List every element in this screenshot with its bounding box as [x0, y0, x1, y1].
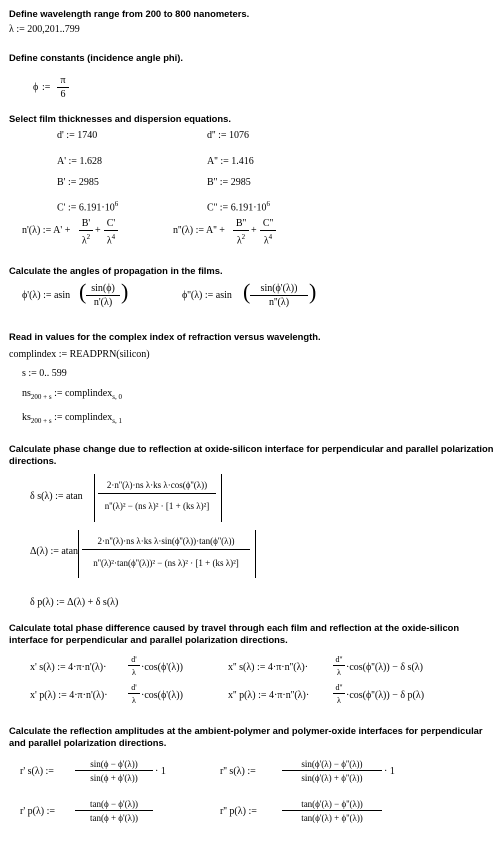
fraction-bar [250, 295, 308, 296]
rs2-rhs: · 1 [384, 766, 395, 777]
heading-angles: Calculate the angles of propagation in the films. [9, 265, 223, 276]
rs1-num: sin(ϕ − ϕ'(λ)) [90, 759, 138, 769]
d2-def: d'' := 1076 [207, 130, 250, 141]
rs2-num: sin(ϕ'(λ) − ϕ''(λ)) [301, 759, 363, 769]
C2-def [207, 198, 270, 214]
n1-C: C' [106, 218, 116, 229]
xp2-num: d'' [335, 683, 343, 692]
xs1-rhs: ·cos(ϕ'(λ)) [141, 662, 183, 673]
exp: 4 [111, 233, 116, 241]
ns-subscript: 200 + s [30, 393, 52, 401]
A2-def: A'' := 1.416 [207, 156, 254, 167]
n1-den-C [104, 231, 118, 247]
n1-den-B [79, 231, 93, 247]
ks-subscript: 200 + s [30, 417, 52, 425]
fraction-bar [333, 693, 345, 694]
angle2-den: n''(λ) [268, 297, 290, 308]
B1-def: B' := 2985 [57, 177, 99, 188]
ks-rhs: := complindex [54, 412, 113, 423]
heading-phase-change: Calculate phase change due to reflection at oxide-silicon interface for perpendicular and parallel polarization directions. [9, 443, 494, 466]
ns-rhs: := complindex [54, 388, 113, 399]
exp: 2 [241, 233, 246, 241]
xp2-den: λ [337, 696, 341, 705]
ks-rsub: s, 1 [112, 417, 122, 425]
angle1-den: n'(λ) [93, 297, 113, 308]
rp1-lhs: r' p(λ) := [20, 806, 56, 817]
fraction-bar [282, 810, 382, 811]
xs2-lhs: x'' s(λ) := 4·π·n''(λ)· [228, 662, 309, 673]
d1-def: d' := 1740 [57, 130, 98, 141]
phi-lhs: ϕ [33, 82, 39, 93]
A1-def: A' := 1.628 [57, 156, 102, 167]
B2-def: B'' := 2985 [207, 177, 251, 188]
heading-amplitudes: Calculate the reflection amplitudes at the ambient-polymer and polymer-oxide interfaces for perpendicular and parallel polarization directions. [9, 725, 483, 748]
rs1-den: sin(ϕ + ϕ'(λ)) [90, 773, 138, 783]
ns-def [22, 388, 122, 403]
C2-exponent: 6 [266, 200, 271, 208]
delta-s-num: 2·n''(λ)·ns λ·ks λ·cos(ϕ''(λ)) [106, 480, 208, 490]
rs2-lhs: r'' s(λ) := [220, 766, 256, 777]
Delta-num: 2·n''(λ)·ns λ·ks λ·sin(ϕ''(λ))·tan(ϕ''(λ)) [97, 536, 235, 546]
xp1-den: λ [132, 696, 136, 705]
exp: 4 [268, 233, 273, 241]
fraction-bar [282, 770, 382, 771]
fraction-bar [82, 549, 250, 550]
worksheet: Define wavelength range from 200 to 800 nanometers. λ := 200,201..799 Define constants (incidence angle phi). ϕ := π 6 Select film thicknesses and dispersion equations. d' := 1740 d'' := 1076 A' := 1.628 A'' := 1.416 B' := 2985 B'' := 2985 C' := $6.191\cdot 10^6$ C'' := $6.191\cdot 10^6$ n'(λ) := A' + B' $\lambda^2$ + C' $\lambda^4$ n''(λ) := A'' + B'' $\lambda^2$ + C'' $\lambda^4$ Calculate the angles of propagation in the films. ϕ'(λ) := asin ( sin(ϕ) n'(λ) ) ϕ''(λ) := asin ( sin(ϕ'(λ)) n''(λ) ) Read in values for the complex index of refraction versus wavelength. complindex := READPRN(silicon) s := 0.. 599 $ns_{200 + s}$ := complindex$_{s, 0}$ $ks_{200 + s}$ := complindex$_{s, 1}$ Calculate phase change due to reflection at oxide-silicon interface for perpendicular and parallel polarization directions. δ s(λ) := atan 2·n''(λ)·ns λ·ks λ·cos(ϕ''(λ)) n''(λ)² − (ns λ)² · [1 + (ks λ)²] Δ(λ) := atan 2·n''(λ)·ns λ·ks λ·sin(ϕ''(λ))·tan(ϕ''(λ)) n''(λ)²·tan(ϕ''(λ))² − (ns λ)² · [1 + (ks λ)²] δ p(λ) := Δ(λ) + δ s(λ) Calculate total phase difference caused by travel through each film and reflection at the oxide-silicon interface for perpendicular and parallel polarization directions. x' s(λ) := 4·π·n'(λ)· d' λ ·cos(ϕ'(λ)) x'' s(λ) := 4·π·n''(λ)· d'' λ ·cos(ϕ''(λ)) − δ s(λ) x' p(λ) := 4·π·n'(λ)· d' λ ·cos(ϕ'(λ)) x'' p(λ) := 4·π·n''(λ)· d'' λ ·cos(ϕ''(λ)) − δ p(λ) Calculate the reflection amplitudes at the ambient-polymer and polymer-oxide interfaces for perpendicular and parallel polarization directions. r' s(λ) := sin(ϕ − ϕ'(λ)) sin(ϕ + ϕ'(λ)) · 1 r'' s(λ) := sin(ϕ'(λ) − ϕ''(λ)) sin(ϕ'(λ) + ϕ''(λ)) · 1 r' p(λ) := tan(ϕ − ϕ'(λ)) tan(ϕ + ϕ'(λ)) r'' p(λ) := tan(ϕ'(λ) − ϕ''(λ)) tan(ϕ'(λ) + ϕ''(λ)) [9, 8, 494, 823]
fraction-bar [57, 87, 69, 88]
angle1-lhs: ϕ'(λ) := asin [22, 290, 71, 301]
wavelength-rhs: 200,201..799 [27, 24, 80, 35]
fraction-bar [98, 493, 216, 494]
Delta-den: n''(λ)²·tan(ϕ''(λ))² − (ns λ)² · [1 + (ks λ)²] [93, 558, 239, 568]
range-s: s := 0.. 599 [22, 368, 67, 379]
ns-rsub: s, 0 [112, 393, 122, 401]
fraction-bar [128, 665, 140, 666]
Delta-lhs: Δ(λ) := atan [30, 546, 79, 557]
exp: 2 [86, 233, 91, 241]
lambda: λ [106, 235, 112, 247]
heading-complex-index: Read in values for the complex index of refraction versus wavelength. [9, 331, 321, 342]
readprn-line: complindex := READPRN(silicon) [9, 349, 150, 360]
heading-phase-difference: Calculate total phase difference caused by travel through each film and reflection at the oxide-silicon interface for perpendicular and parallel polarization directions. [9, 622, 460, 645]
xp2-rhs: ·cos(ϕ''(λ)) − δ p(λ) [346, 690, 425, 701]
rs1-rhs: · 1 [155, 766, 166, 777]
C1-exponent: 6 [114, 200, 119, 208]
fraction-bar [86, 295, 120, 296]
C1-def [57, 198, 118, 214]
ks-def [22, 412, 122, 427]
lambda: λ [236, 235, 242, 247]
xs2-den: λ [337, 668, 341, 677]
wavelength-definition: λ := 200,201..799 [9, 24, 80, 35]
n2-den-C [260, 231, 276, 247]
delta-s-den: n''(λ)² − (ns λ)² · [1 + (ks λ)²] [104, 501, 210, 511]
wavelength-lhs: λ [9, 24, 14, 35]
xp1-rhs: ·cos(ϕ'(λ)) [141, 690, 183, 701]
rs1-lhs: r' s(λ) := [20, 766, 54, 777]
xs1-lhs: x' s(λ) := 4·π·n'(λ)· [30, 662, 107, 673]
xs2-num: d'' [335, 655, 343, 664]
fraction-bar [333, 665, 345, 666]
delta-p-def: δ p(λ) := Δ(λ) + δ s(λ) [30, 597, 119, 608]
n2-C: C'' [262, 218, 274, 229]
heading-films: Select film thicknesses and dispersion equations. [9, 113, 231, 124]
phi-den: 6 [60, 89, 66, 100]
rp1-num: tan(ϕ − ϕ'(λ)) [89, 799, 139, 809]
angle2-num: sin(ϕ'(λ)) [260, 283, 298, 294]
xp1-lhs: x' p(λ) := 4·π·n'(λ)· [30, 690, 108, 701]
n2-den-B [233, 231, 249, 247]
phi-num: π [60, 75, 66, 86]
heading-wavelength: Define wavelength range from 200 to 800 nanometers. [9, 8, 250, 19]
xp2-lhs: x'' p(λ) := 4·π·n''(λ)· [228, 690, 310, 701]
xs1-den: λ [132, 668, 136, 677]
n1-lhs: n'(λ) := A' + [22, 225, 71, 236]
rp2-lhs: r'' p(λ) := [220, 806, 257, 817]
n1-B: B' [81, 218, 91, 229]
lambda: λ [263, 235, 269, 247]
fraction-bar [75, 770, 153, 771]
lambda: λ [81, 235, 87, 247]
n2-lhs: n''(λ) := A'' + [173, 225, 225, 236]
xs2-rhs: ·cos(ϕ''(λ)) − δ s(λ) [346, 662, 423, 673]
delta-s-lhs: δ s(λ) := atan [30, 491, 83, 502]
angle2-lhs: ϕ''(λ) := asin [182, 290, 232, 301]
fraction-bar [128, 693, 140, 694]
C2-value: C'' := 6.191·10 [207, 202, 267, 214]
rp2-den: tan(ϕ'(λ) + ϕ''(λ)) [301, 813, 363, 823]
xp1-num: d' [131, 683, 137, 692]
rp1-den: tan(ϕ + ϕ'(λ)) [89, 813, 139, 823]
heading-constants: Define constants (incidence angle phi). [9, 52, 183, 63]
fraction-bar [75, 810, 153, 811]
ns-symbol: ns [22, 388, 31, 399]
ks-symbol: ks [22, 412, 31, 423]
n2-B: B'' [235, 218, 247, 229]
angle1-num: sin(ϕ) [91, 283, 115, 294]
C1-value: C' := 6.191·10 [57, 202, 115, 214]
rs2-den: sin(ϕ'(λ) + ϕ''(λ)) [301, 773, 363, 783]
rp2-num: tan(ϕ'(λ) − ϕ''(λ)) [301, 799, 363, 809]
xs1-num: d' [131, 655, 137, 664]
